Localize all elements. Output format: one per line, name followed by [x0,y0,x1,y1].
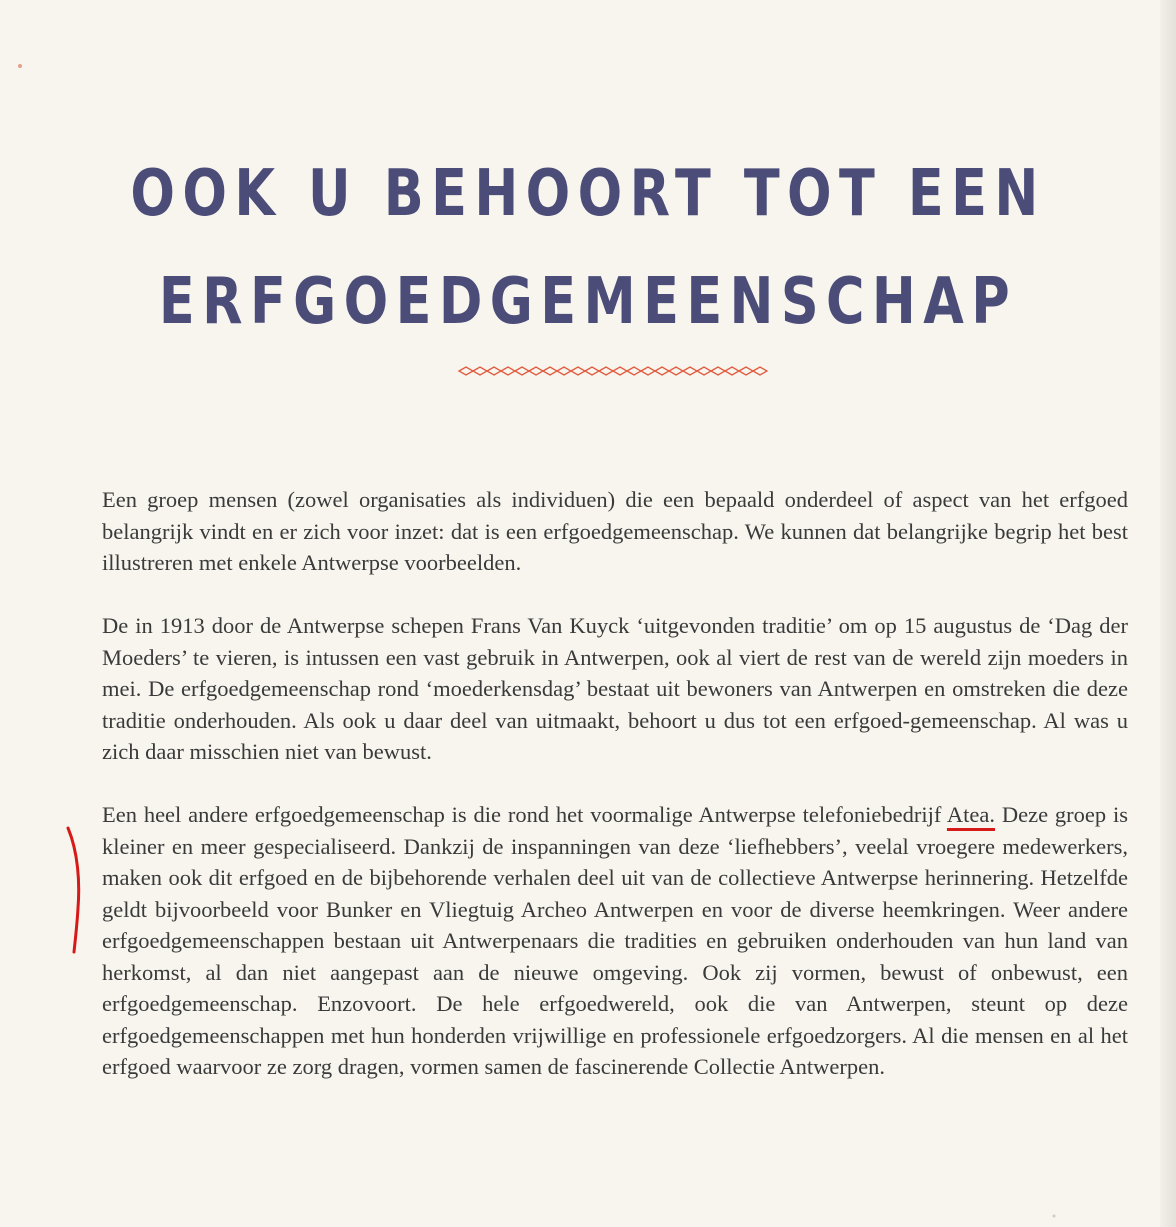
ornament-diamond [473,367,487,375]
ornament-diamond [655,367,669,375]
article-body [102,484,1128,1114]
ornament-diamond [669,367,683,375]
ornament-diamond [459,367,473,375]
ornament-diamond [739,367,753,375]
paragraph-2: De in 1913 door de Antwerpse schepen Frans Van Kuyck ‘uitgevonden traditie’ om op 15 augustus de ‘Dag der Moeders’ te vieren, is intussen een vast gebruik in Antwerpen, ook al viert de rest van de wereld zijn moeders in mei. De erfgoedgemeenschap rond ‘moederkensdag’ bestaat uit bewoners van Antwerpen en omstreken die deze traditie onderhouden. Als ook u daar deel van uitmaakt, behoort u dus tot een erfgoed-gemeenschap. Al was u zich daar misschien niet van bewust. [102,613,1128,764]
ornament-diamond [501,367,515,375]
underlined-word-atea: Atea. [946,802,996,827]
ornament-diamond [599,367,613,375]
ornament-diamond [487,367,501,375]
paragraph-3-rest: Deze groep is kleiner en meer gespecialiseerd. Dankzij de inspanningen van deze ‘liefhebbers’, veelal vroegere medewerkers, maken ook dit erfgoed en de bijbehorende verhalen deel uit van de collectieve Antwerpse herinnering. Hetzelfde geldt bijvoorbeeld voor Bunker en Vliegtuig Archeo Antwerpen en voor de diverse heemkringen. Weer andere erfgoedgemeenschappen bestaan uit Antwerpenaars die tradities en gebruiken onderhouden van hun land van herkomst, al dan niet aangepast aan de nieuwe omgeving. Ook zij vormen, bewust of onbewust, een erfgoedgemeenschap. Enzovoort. De hele erfgoedwereld, ook die van Antwerpen, steunt op deze erfgoedgemeenschappen met hun honderden vrijwillige en professionele erfgoedzorgers. Al die mensen en al het erfgoed waarvoor ze zorg dragen, vormen samen de fascinerende Collectie Antwerpen. [102,802,1128,1079]
ornament-diamond [515,367,529,375]
ornament-diamond [529,367,543,375]
title-line-2: ERFGOEDGEMEENSCHAP [158,265,1018,339]
paragraph-1: Een groep mensen (zowel organisaties als individuen) die een bepaald onderdeel of aspect van het erfgoed belangrijk vindt en er zich voor inzet: dat is een erfgoedgemeenschap. We kunnen dat belangrijke begrip het best illustreren met enkele Antwerpse voorbeelden. [102,487,1128,575]
ornament-diamond [753,367,767,375]
title-line-1: OOK U BEHOORT TOT EEN [130,157,1046,231]
diamond-ornament-divider [456,362,772,380]
paragraph-3-start: Een heel andere erfgoedgemeenschap is die rond het voormalige Antwerpse telefoniebedrijf [102,802,947,827]
ornament-diamond [697,367,711,375]
page-title [106,140,1070,356]
ornament-diamond [683,367,697,375]
ornament-diamond [557,367,571,375]
ornament-diamond [543,367,557,375]
ornament-diamond [641,367,655,375]
red-margin-bracket-annotation [60,822,90,958]
ornament-diamond [627,367,641,375]
ornament-diamond [613,367,627,375]
ornament-diamond [571,367,585,375]
paragraph-3 [102,799,1128,1083]
ornament-diamond [725,367,739,375]
ornament-diamond [711,367,725,375]
ornament-diamond [585,367,599,375]
